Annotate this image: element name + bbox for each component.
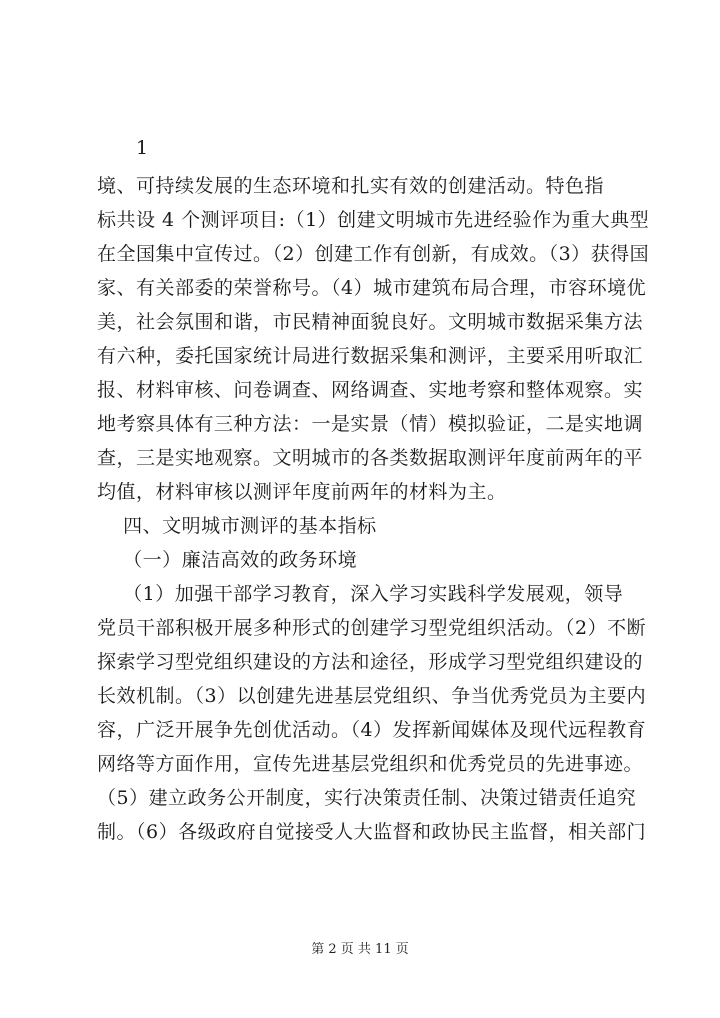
subsection-heading: （一）廉洁高效的政务环境 <box>97 549 358 571</box>
text-line: 查，三是实地观察。文明城市的各类数据取测评年度前两年的平 <box>97 447 644 469</box>
text-line: 探索学习型党组织建设的方法和途径，形成学习型党组织建设的 <box>97 651 644 673</box>
text-line: 制。（6）各级政府自觉接受人大监督和政协民主监督，相关部门 <box>97 821 647 843</box>
text-line: 在全国集中宣传过。（2）创建工作有创新，有成效。（3）获得国 <box>97 243 650 265</box>
text-line: 美，社会氛围和谐，市民精神面貌良好。文明城市数据采集方法 <box>97 311 644 333</box>
text-line: 境、可持续发展的生态环境和扎实有效的创建活动。特色指 <box>97 175 605 197</box>
page-footer: 第 2 页 共 11 页 <box>311 942 409 957</box>
text-line: 党员干部积极开展多种形式的创建学习型党组织活动。（2）不断 <box>97 617 647 639</box>
text-line: 容，广泛开展争先创优活动。（4）发挥新闻媒体及现代远程教育 <box>97 719 647 741</box>
text-line: 有六种，委托国家统计局进行数据采集和测评，主要采用听取汇 <box>97 345 644 367</box>
text-line: 均值，材料审核以测评年度前两年的材料为主。 <box>97 481 507 503</box>
text-line: 地考察具体有三种方法：一是实景（情）模拟验证，二是实地调 <box>97 413 644 435</box>
body-text <box>97 169 657 849</box>
text-line: 家、有关部委的荣誉称号。（4）城市建筑布局合理，市容环境优 <box>97 277 647 299</box>
text-line: 网络等方面作用，宣传先进基层党组织和优秀党员的先进事迹。 <box>97 753 644 775</box>
text-line: 标共设 4 个测评项目:（1）创建文明城市先进经验作为重大典型 <box>97 209 650 231</box>
text-line: 长效机制。（3）以创建先进基层党组织、争当优秀党员为主要内 <box>97 685 647 707</box>
text-line: （1）加强干部学习教育，深入学习实践科学发展观，领导 <box>97 583 624 605</box>
page-marker: 1 <box>136 137 149 159</box>
section-heading: 四、文明城市测评的基本指标 <box>97 515 377 537</box>
text-line: 报、材料审核、问卷调查、网络调查、实地考察和整体观察。实 <box>97 379 644 401</box>
text-line: （5）建立政务公开制度，实行决策责任制、决策过错责任追究 <box>97 787 637 809</box>
